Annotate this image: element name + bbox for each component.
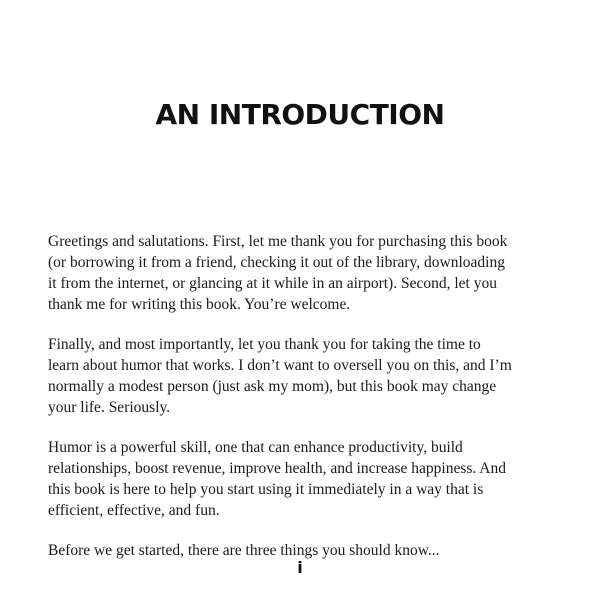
paragraph-greetings: Greetings and salutations. First, let me thank you for purchasing this book (or borrowing it from a friend, checking it out of the library, downloading it from the internet, or glancing at it while in an airport). Second, let you thank me for writing this book. You’re welcome. [48, 233, 508, 313]
paragraph-humor: Humor is a powerful skill, one that can enhance productivity, build relationships, boost revenue, improve health, and increase happiness. And this book is here to help you start using it immediately in a way that is efficient, effective, and fun. [48, 439, 506, 519]
body-text [48, 231, 568, 580]
paragraph-before-started: Before we get started, there are three things you should know... [48, 542, 440, 559]
page-title: AN INTRODUCTION [155, 98, 445, 131]
page-number: i [297, 558, 303, 577]
paragraph-finally: Finally, and most importantly, let you thank you for taking the time to learn about humor that works. I don’t want to oversell you on this, and I’m normally a modest person (just ask my mom), but this book may change your life. Seriously. [48, 336, 512, 416]
